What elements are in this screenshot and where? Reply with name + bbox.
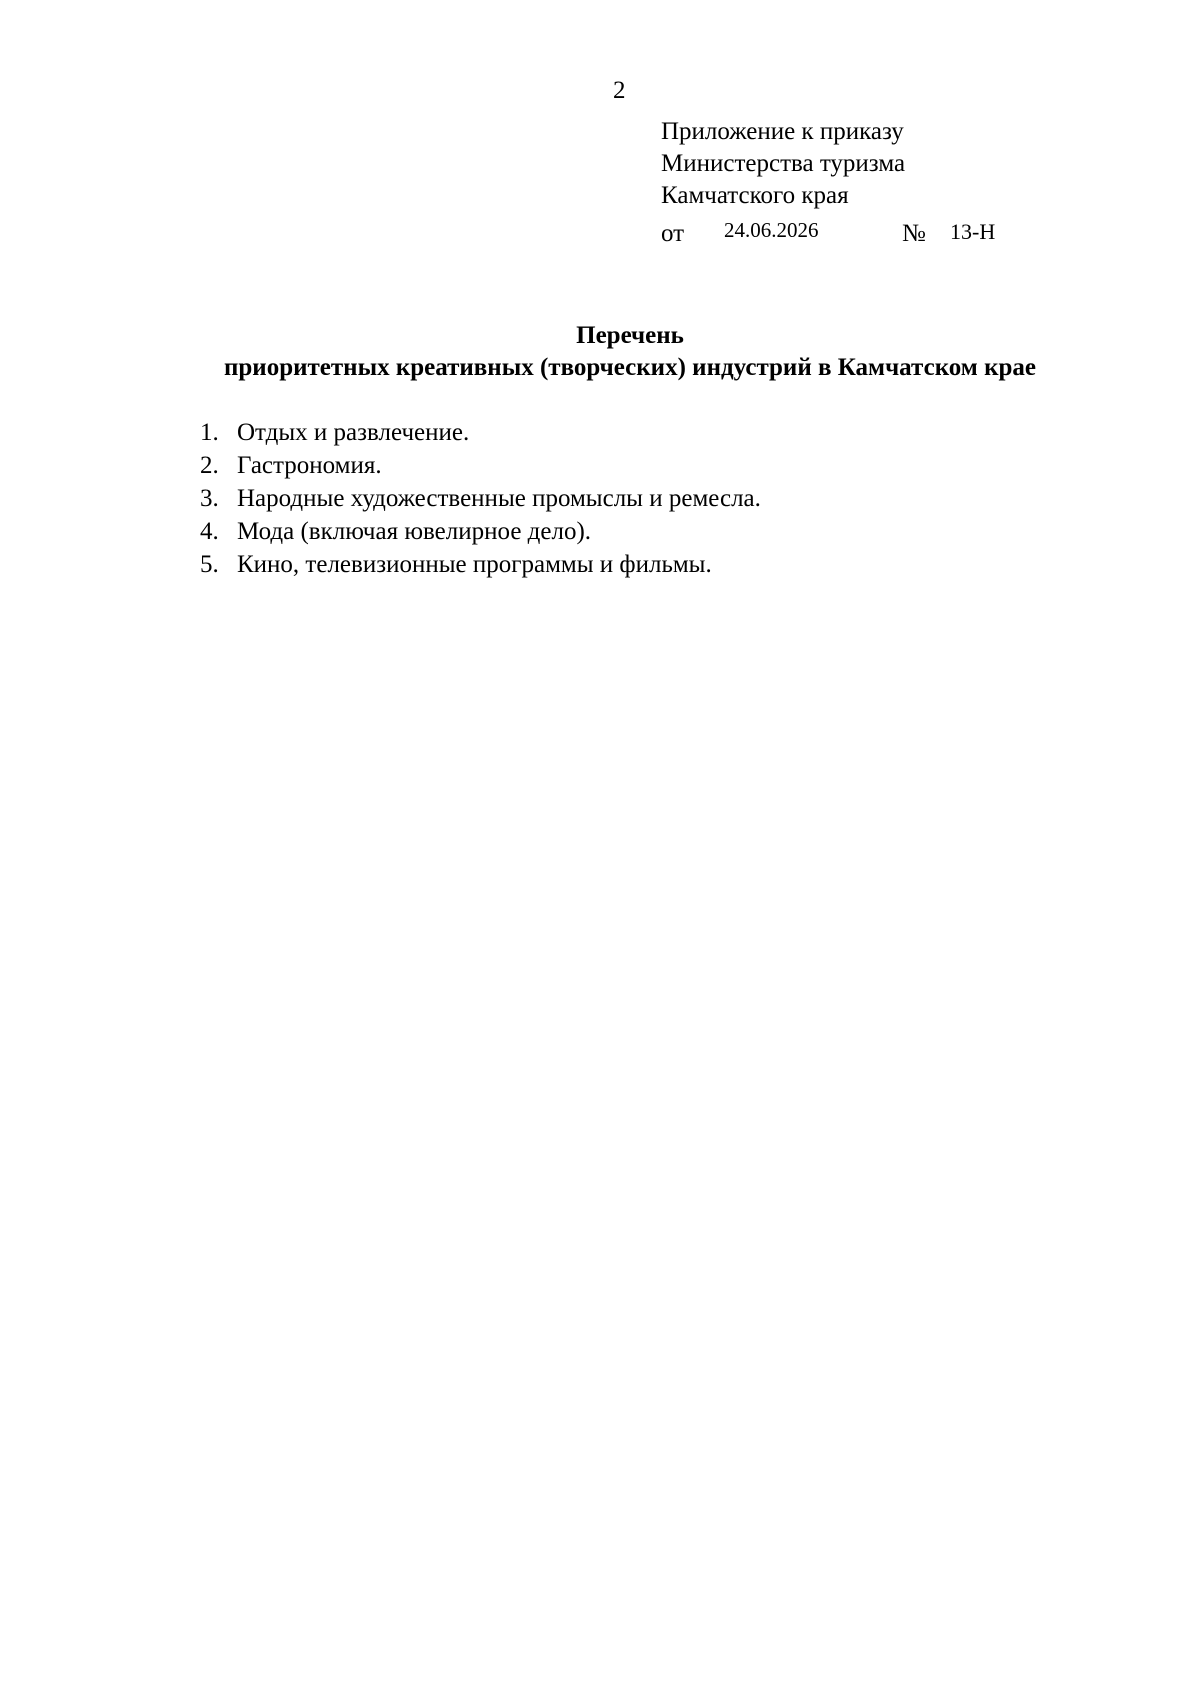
list-item-number: 4. <box>200 518 219 545</box>
list-item <box>200 482 761 515</box>
list-item-text: Отдых и развлечение. <box>237 419 470 446</box>
appendix-line-2: Министерства туризма <box>661 150 906 177</box>
list-item-number: 5. <box>200 551 219 578</box>
list-item-number: 1. <box>200 419 219 446</box>
list-item-number: 2. <box>200 452 219 479</box>
order-from-label: от <box>661 220 685 247</box>
list-item <box>200 449 761 482</box>
page-number: 2 <box>613 77 626 104</box>
order-number-sign: № <box>902 220 926 247</box>
list-item <box>200 548 761 581</box>
appendix-line-1: Приложение к приказу <box>661 118 904 145</box>
order-date: 24.06.2026 <box>724 218 819 242</box>
appendix-line-3: Камчатского края <box>661 182 849 209</box>
appendix-header <box>661 116 1061 212</box>
industries-list <box>200 416 761 581</box>
title-line-2: приоритетных креативных (творческих) индустрий в Камчатском крае <box>224 354 1036 381</box>
list-item-text: Кино, телевизионные программы и фильмы. <box>237 551 712 578</box>
title-line-1: Перечень <box>576 322 684 349</box>
list-item-text: Народные художественные промыслы и ремесла. <box>237 485 761 512</box>
list-item-text: Мода (включая ювелирное дело). <box>237 518 592 545</box>
list-item-number: 3. <box>200 485 219 512</box>
list-item <box>200 515 761 548</box>
list-item <box>200 416 761 449</box>
order-number: 13-Н <box>950 219 996 244</box>
list-item-text: Гастрономия. <box>237 452 382 479</box>
document-title <box>0 320 1200 384</box>
